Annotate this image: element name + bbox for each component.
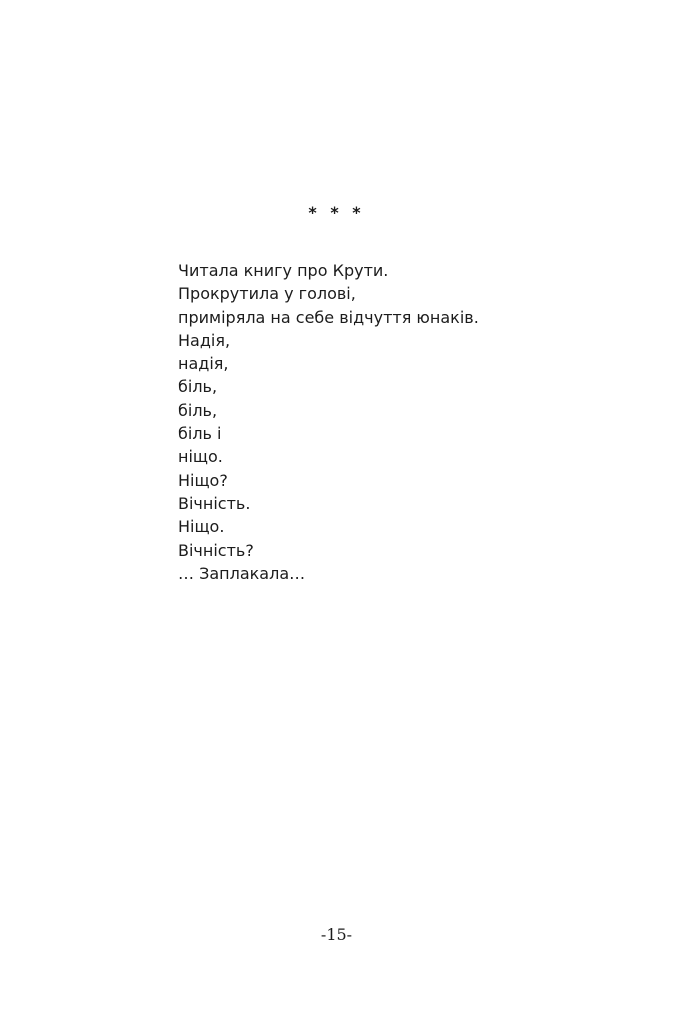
poem-line: Вічність? bbox=[178, 540, 254, 560]
poem bbox=[178, 259, 479, 585]
poem-line: біль і bbox=[178, 424, 222, 444]
poem-line: Читала книгу про Крути. bbox=[178, 261, 389, 280]
poem-line: Надія, bbox=[178, 330, 231, 350]
poem-line: приміряла на себе відчуття юнаків. bbox=[178, 307, 479, 327]
poem-line: ніщо. bbox=[178, 447, 223, 467]
poem-line: Ніщо? bbox=[178, 470, 228, 490]
poem-line: Ніщо. bbox=[178, 517, 225, 537]
poem-line: надія, bbox=[178, 354, 229, 374]
section-separator: * * * bbox=[308, 203, 365, 222]
poem-line: … Заплакала… bbox=[178, 563, 306, 583]
poem-line: Вічність. bbox=[178, 493, 251, 513]
poem-line: біль, bbox=[178, 400, 218, 420]
poem-line: біль, bbox=[178, 377, 218, 397]
poem-line: Прокрутила у голові, bbox=[178, 284, 356, 304]
page-number: -15- bbox=[320, 925, 353, 944]
